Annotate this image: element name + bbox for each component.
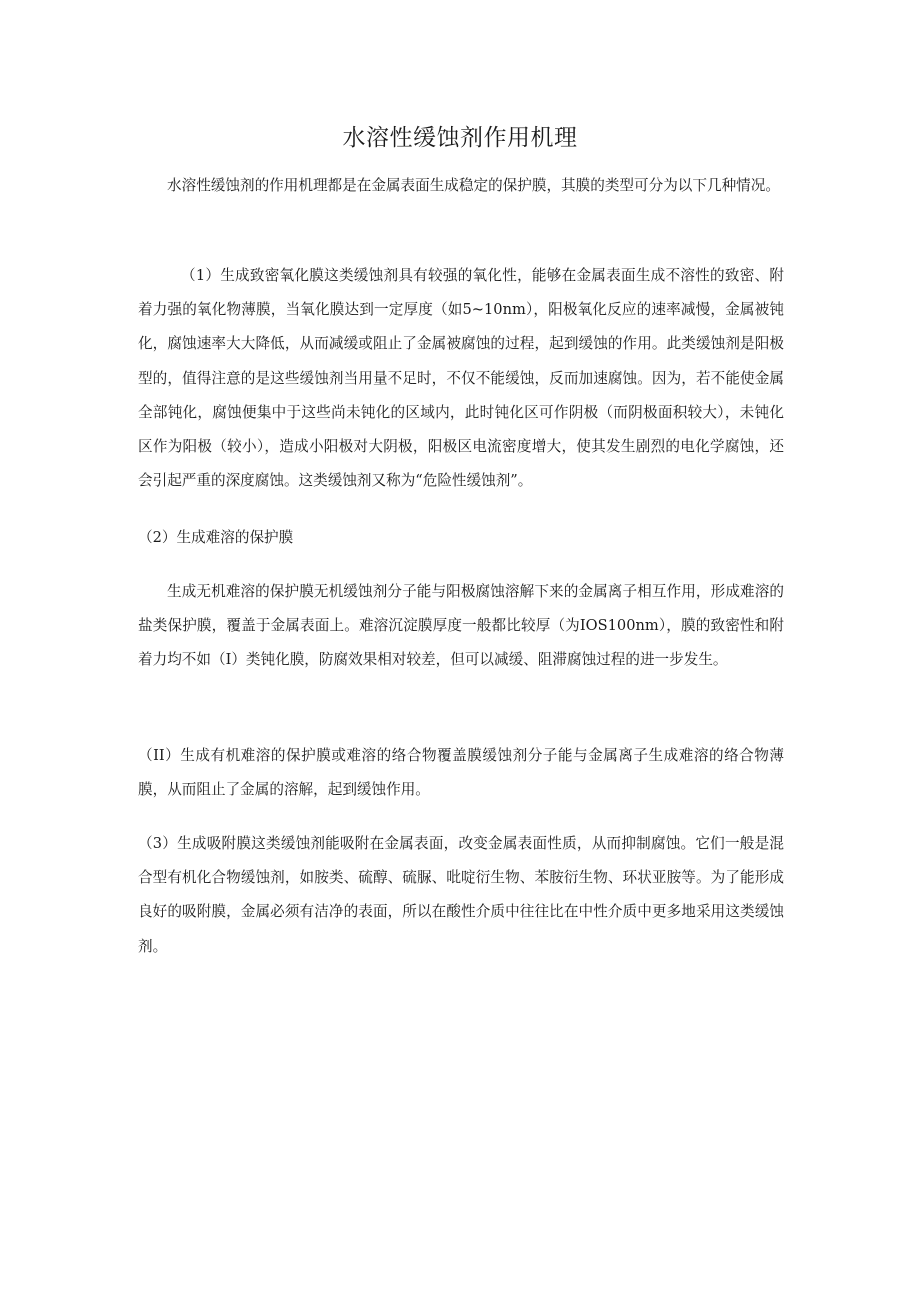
section-1-paragraph: （1）生成致密氧化膜这类缓蚀剂具有较强的氧化性，能够在金属表面生成不溶性的致密、附着力强的氧化物薄膜，当氧化膜达到一定厚度（如5~10nm），阳极氧化反应的速率减慢，金属被钝化，腐蚀速率大大降低，从而减缓或阻止了金属被腐蚀的过程，起到缓蚀的作用。此类缓蚀剂是阳极型的，值得注意的是这些缓蚀剂当用量不足时，不仅不能缓蚀，反而加速腐蚀。因为，若不能使金属全部钝化，腐蚀便集中于这些尚未钝化的区域内，此时钝化区可作阴极（而阴极面积较大），未钝化区作为阳极（较小），造成小阳极对大阴极，阳极区电流密度增大，使其发生剧烈的电化学腐蚀，还会引起严重的深度腐蚀。这类缓蚀剂又称为“危险性缓蚀剂”。 xyxy=(138,267,784,490)
section-2-heading: （2）生成难溶的保护膜 xyxy=(138,529,294,546)
document-title: 水溶性缓蚀剂作用机理 xyxy=(342,125,578,151)
section-2-i-paragraph: 生成无机难溶的保护膜无机缓蚀剂分子能与阳极腐蚀溶解下来的金属离子相互作用，形成难溶的盐类保护膜，覆盖于金属表面上。难溶沉淀膜厚度一般都比较厚（为IOS100nm），膜的致密性和附着力均不如（I）类钝化膜，防腐效果相对较差，但可以减缓、阻滞腐蚀过程的进一步发生。 xyxy=(138,583,784,669)
intro-paragraph: 水溶性缓蚀剂的作用机理都是在金属表面生成稳定的保护膜，其膜的类型可分为以下几种情况。 xyxy=(167,177,780,194)
section-2-ii-paragraph: （II）生成有机难溶的保护膜或难溶的络合物覆盖膜缓蚀剂分子能与金属离子生成难溶的络合物薄膜，从而阻止了金属的溶解，起到缓蚀作用。 xyxy=(138,747,784,799)
section-3-paragraph: （3）生成吸附膜这类缓蚀剂能吸附在金属表面，改变金属表面性质，从而抑制腐蚀。它们一般是混合型有机化合物缓蚀剂，如胺类、硫醇、硫脲、吡啶衍生物、苯胺衍生物、环状亚胺等。为了能形成良好的吸附膜，金属必须有洁净的表面，所以在酸性介质中往往比在中性介质中更多地采用这类缓蚀剂。 xyxy=(138,835,784,955)
